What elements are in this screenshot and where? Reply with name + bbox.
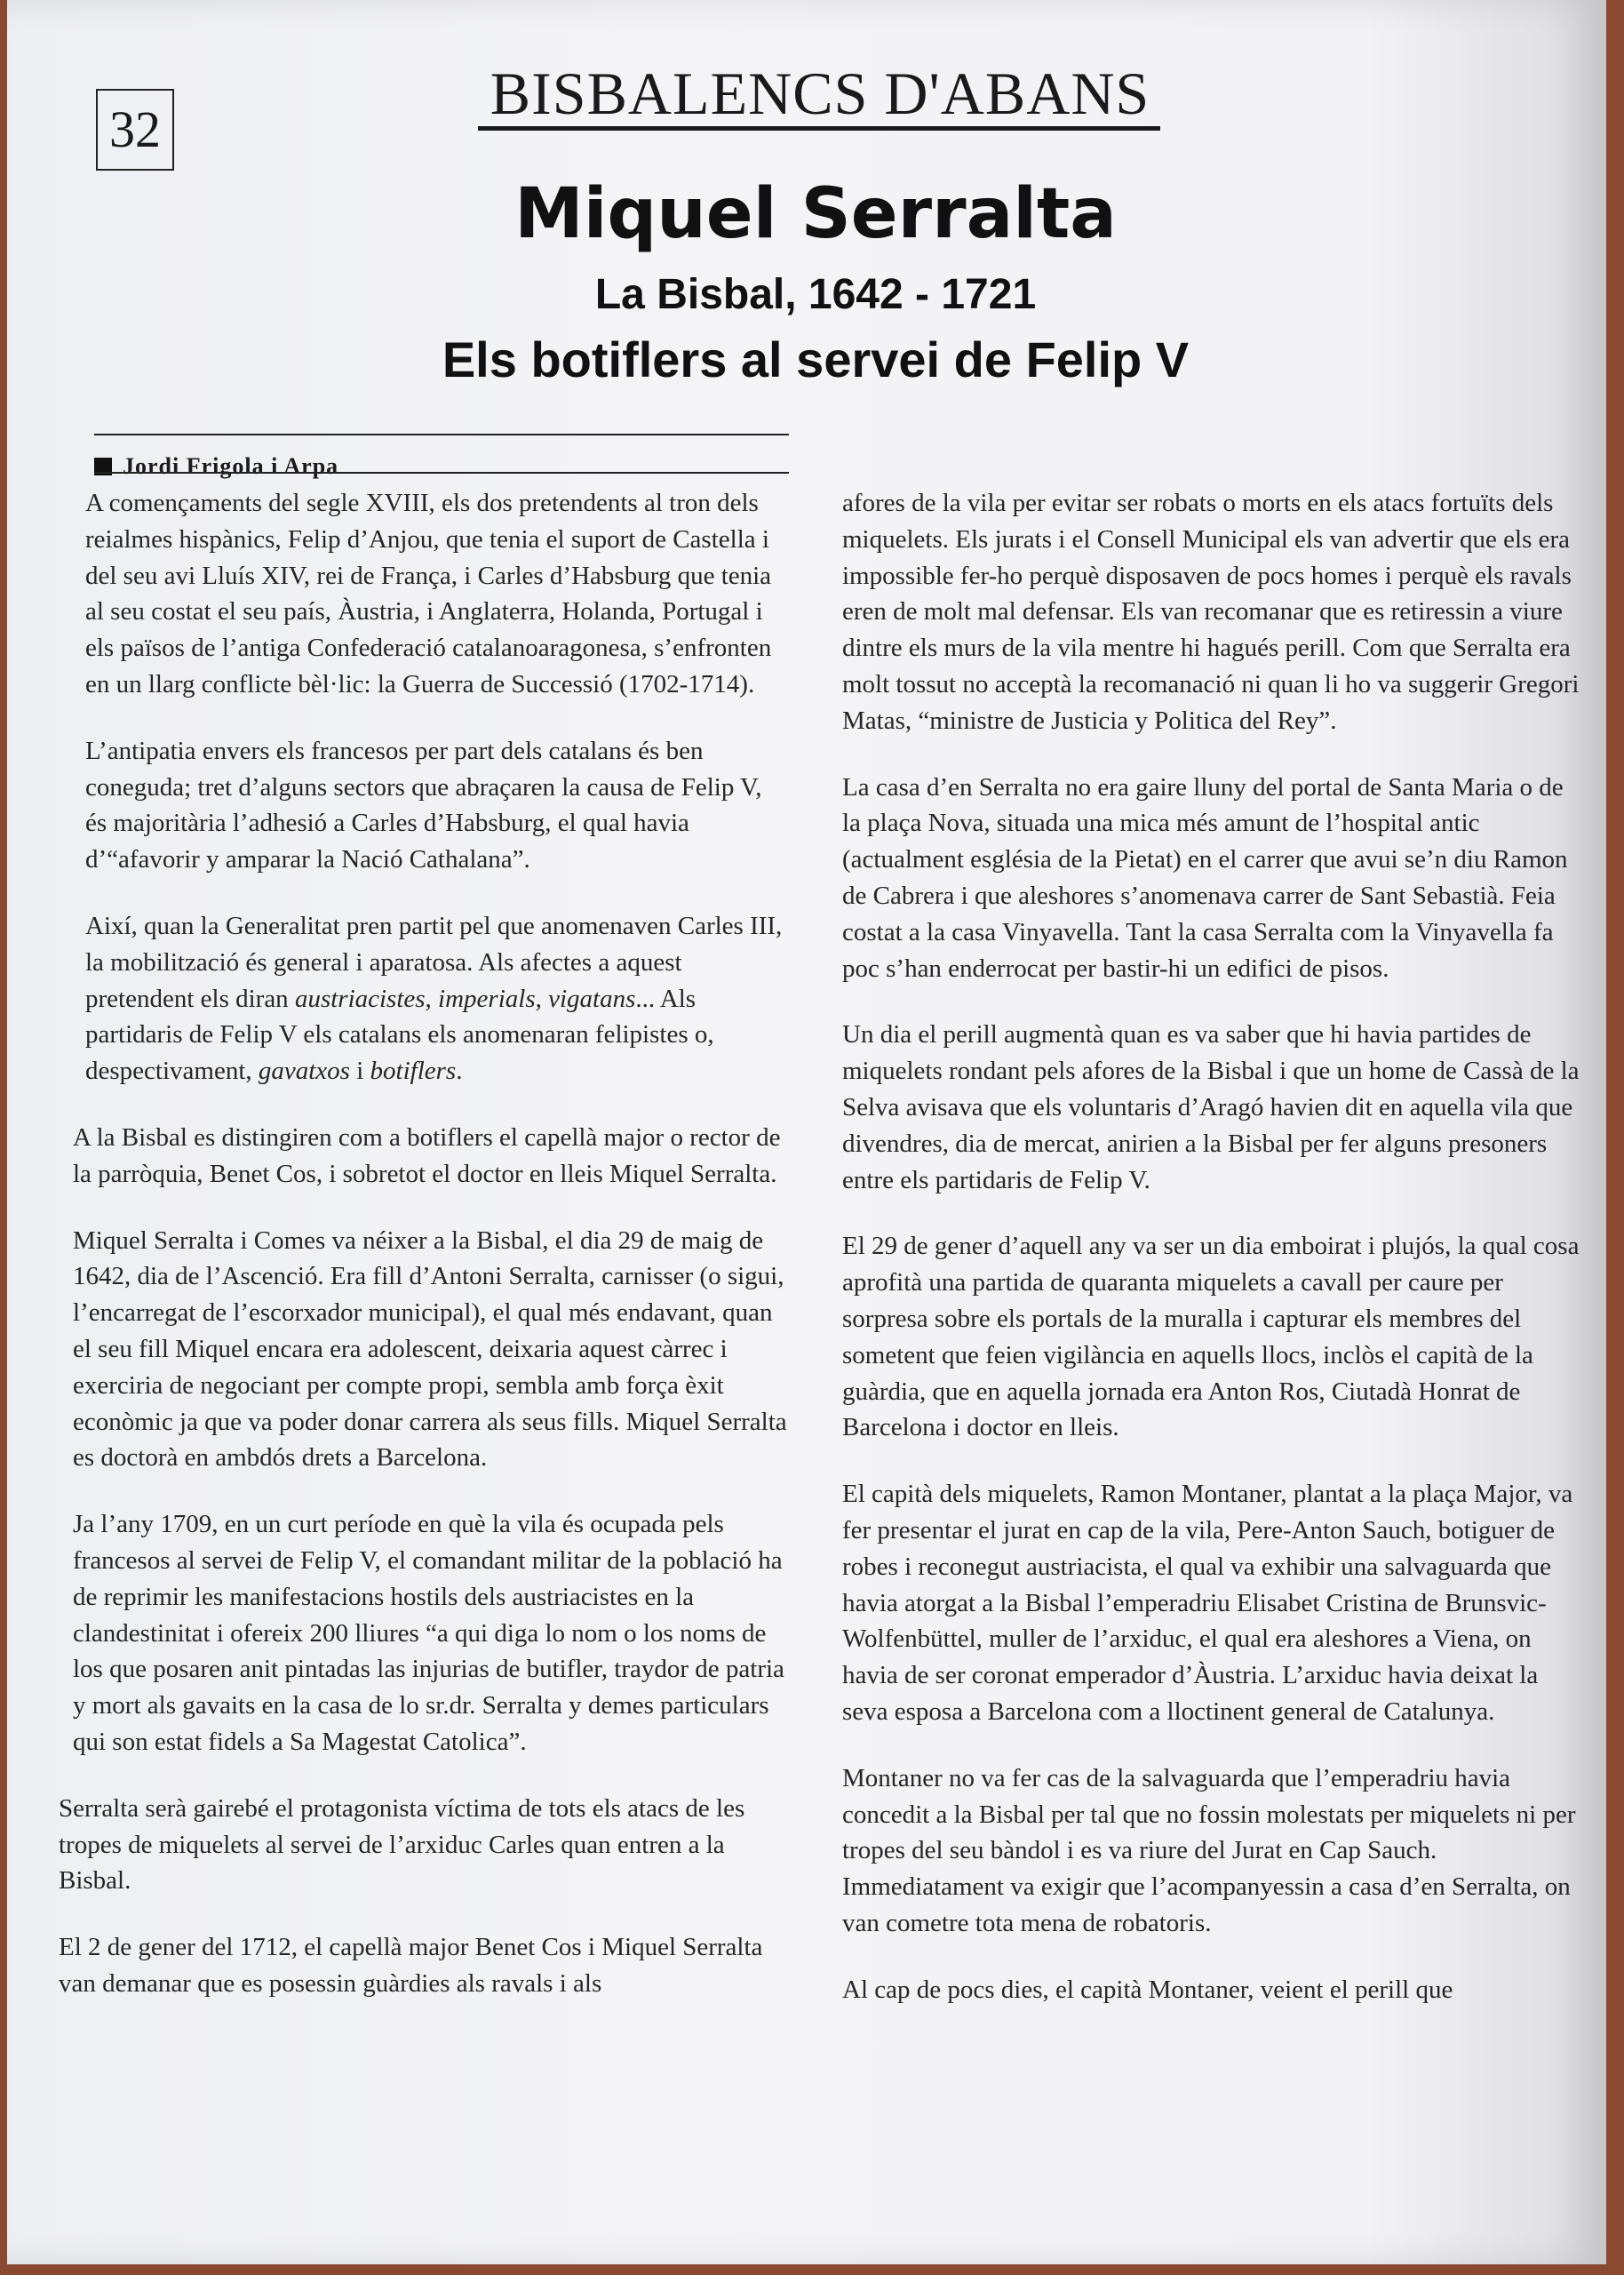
paragraph: Ja l’any 1709, en un curt període en què la vila és ocupada pels francesos al servei de Felip V, el comandant militar de la població ha de reprimir les manifestacions hostils dels austriacistes en la clandestinitat i ofereix 200 lliures “a qui diga lo nom o los noms de los que posaren anit pintadas las injurias de butifler, traydor de patria y mort als gavaits en la casa de lo sr.dr. Serralta y demes particulars qui son estat fidels a Sa Magestat Catolica”. xyxy=(73,1510,784,1756)
byline-rule-bottom xyxy=(94,472,789,474)
header-rule xyxy=(478,126,1160,131)
magazine-page xyxy=(7,0,1606,2264)
paragraph: La casa d’en Serralta no era gaire lluny del portal de Santa Maria o de la plaça Nova, situada una mica més amunt de l’hospital antic (actualment església de la Pietat) en el carrer que avui se’n diu Ramon de Cabrera i que aleshores s’anomenava carrer de Sant Sebastià. Feia costat a la casa Vinyavella. Tant la casa Serralta com la Vinyavella fa poc s’han enderrocat per bastir-hi un edifici de pisos. xyxy=(842,772,1568,983)
paragraph: L’antipatia envers els francesos per part dels catalans és ben coneguda; tret d’alguns sectors que abraçaren la causa de Felip V, és majoritària l’adhesió a Carles d’Habsburg, el qual havia d’“afavorir y amparar la Nació Cathalana”. xyxy=(85,736,762,874)
byline-rule-top xyxy=(94,434,789,435)
author-name: Jordi Frigola i Arpa xyxy=(123,453,339,479)
paragraph: El capità dels miquelets, Ramon Montaner, plantat a la plaça Major, va fer presentar el jurat en cap de la vila, Pere-Anton Sauch, botiguer de robes i reconegut austriacista, el qual va exhibir una salvaguarda que havia atorgat a la Bisbal l’emperadriu Elisabet Cristina de Brunsvic-Wolfenbüttel, muller de l’arxiduc, el qual era aleshores a Viena, on havia de ser coronat emperador d’Àustria. L’arxiduc havia deixat la seva esposa a Barcelona com a lloctinent general de Catalunya. xyxy=(842,1480,1573,1726)
left-column xyxy=(50,485,787,2032)
article-subtitle: La Bisbal, 1642 - 1721 xyxy=(594,271,1037,318)
paragraph: Montaner no va fer cas de la salvaguarda que l’emperadriu havia concedit a la Bisbal per tal que no fossin molestats per miquelets ni per tropes del seu bàndol i es va riure del Jurat en Cap Sauch. Immediatament va exigir que l’acompanyessin a casa d’en Serralta, on van cometre tota mena de robatoris. xyxy=(842,1763,1576,1937)
byline xyxy=(94,453,787,480)
paragraph: El 2 de gener del 1712, el capellà major Benet Cos i Miquel Serralta van demanar que es posessin guàrdies als ravals i als xyxy=(59,1933,763,1998)
paragraph: Al cap de pocs dies, el capità Montaner, veient el perill que xyxy=(842,1975,1453,2004)
paragraph: Un dia el perill augmentà quan es va saber que hi havia partides de miquelets rondant pels afores de la Bisbal i que un home de Cassà de la Selva avisava que els voluntaris d’Aragó havien dit en aquella vila que divendres, dia de mercat, anirien a la Bisbal per fer alguns presoners entre els partidaris de Felip V. xyxy=(842,1020,1580,1194)
italic-term: gavatxos xyxy=(258,1057,350,1086)
paragraph: Així, quan la Generalitat pren partit pel que anomenaven Carles III, la mobilització és general i aparatosa. Als afectes a aquest pretendent els diran austriacistes, imperials, vigatans... Als partidaris de Felip V els catalans els anomenaran felipistes o, despectivament, gavatxos i botiflers. xyxy=(85,911,783,1086)
article-title: Miquel Serralta xyxy=(514,174,1117,254)
paragraph: Miquel Serralta i Comes va néixer a la Bisbal, el dia 29 de maig de 1642, dia de l’Ascenció. Era fill d’Antoni Serralta, carnisser (o sigui, l’encarregat de l’escorxador municipal), el qual més endavant, quan el seu fill Miquel encara era adolescent, deixaria aquest càrrec i exerciria de negociant per compte propi, sembla amb força èxit econòmic ja que va poder donar carrera als seus fills. Miquel Serralta es doctorà en ambdós drets a Barcelona. xyxy=(73,1225,787,1473)
italic-term: austriacistes, imperials, vigatans xyxy=(294,984,636,1013)
page-number: 32 xyxy=(96,89,174,171)
paragraph: A la Bisbal es distingiren com a botiflers el capellà major o rector de la parròquia, Benet Cos, i sobretot el doctor en lleis Miquel Serralta. xyxy=(73,1122,781,1188)
italic-term: botiflers xyxy=(370,1057,457,1086)
paragraph: Serralta serà gairebé el protagonista víctima de tots els atacs de les tropes de miquelets al servei de l’arxiduc Carles quan entren a la Bisbal. xyxy=(59,1793,745,1896)
series-header: BISBALENCS D'ABANS xyxy=(490,60,1150,127)
article-tagline: Els botiflers al servei de Felip V xyxy=(442,331,1190,387)
paragraph: afores de la vila per evitar ser robats o morts en els atacs fortuïts dels miquelets. Els jurats i el Consell Municipal els van advertir que els era impossible fer-ho perquè disposaven de pocs homes i perquè els ravals eren de molt mal defensar. Els van recomanar que es retiressin a viure dintre els murs de la vila mentre hi hagués perill. Com que Serralta era molt tossut no acceptà la recomanació ni quan li ho va suggerir Gregori Matas, “ministre de Justicia y Politica del Rey”. xyxy=(842,489,1580,735)
paragraph: El 29 de gener d’aquell any va ser un dia emboirat i plujós, la qual cosa aprofità una partida de quaranta miquelets a cavall per caure per sorpresa sobre els portals de la muralla i capturar els membres del sometent que feien vigilància en aquells llocs, inclòs el capità de la guàrdia, que en aquella jornada era Anton Ros, Ciutadà Honrat de Barcelona i doctor en lleis. xyxy=(842,1232,1580,1442)
paragraph: A començaments del segle XVIII, els dos pretendents al tron dels reialmes hispànics, Felip d’Anjou, que tenia el suport de Castella i del seu avi Lluís XIV, rei de França, i Carles d’Habsburg que tenia al seu costat el seu país, Àustria, i Anglaterra, Holanda, Portugal i els països de l’antiga Confederació catalanoaragonesa, s’enfronten en un llarg conflicte bèl·lic: la Guerra de Successió (1702-1714). xyxy=(85,489,772,698)
right-column xyxy=(842,485,1580,2038)
